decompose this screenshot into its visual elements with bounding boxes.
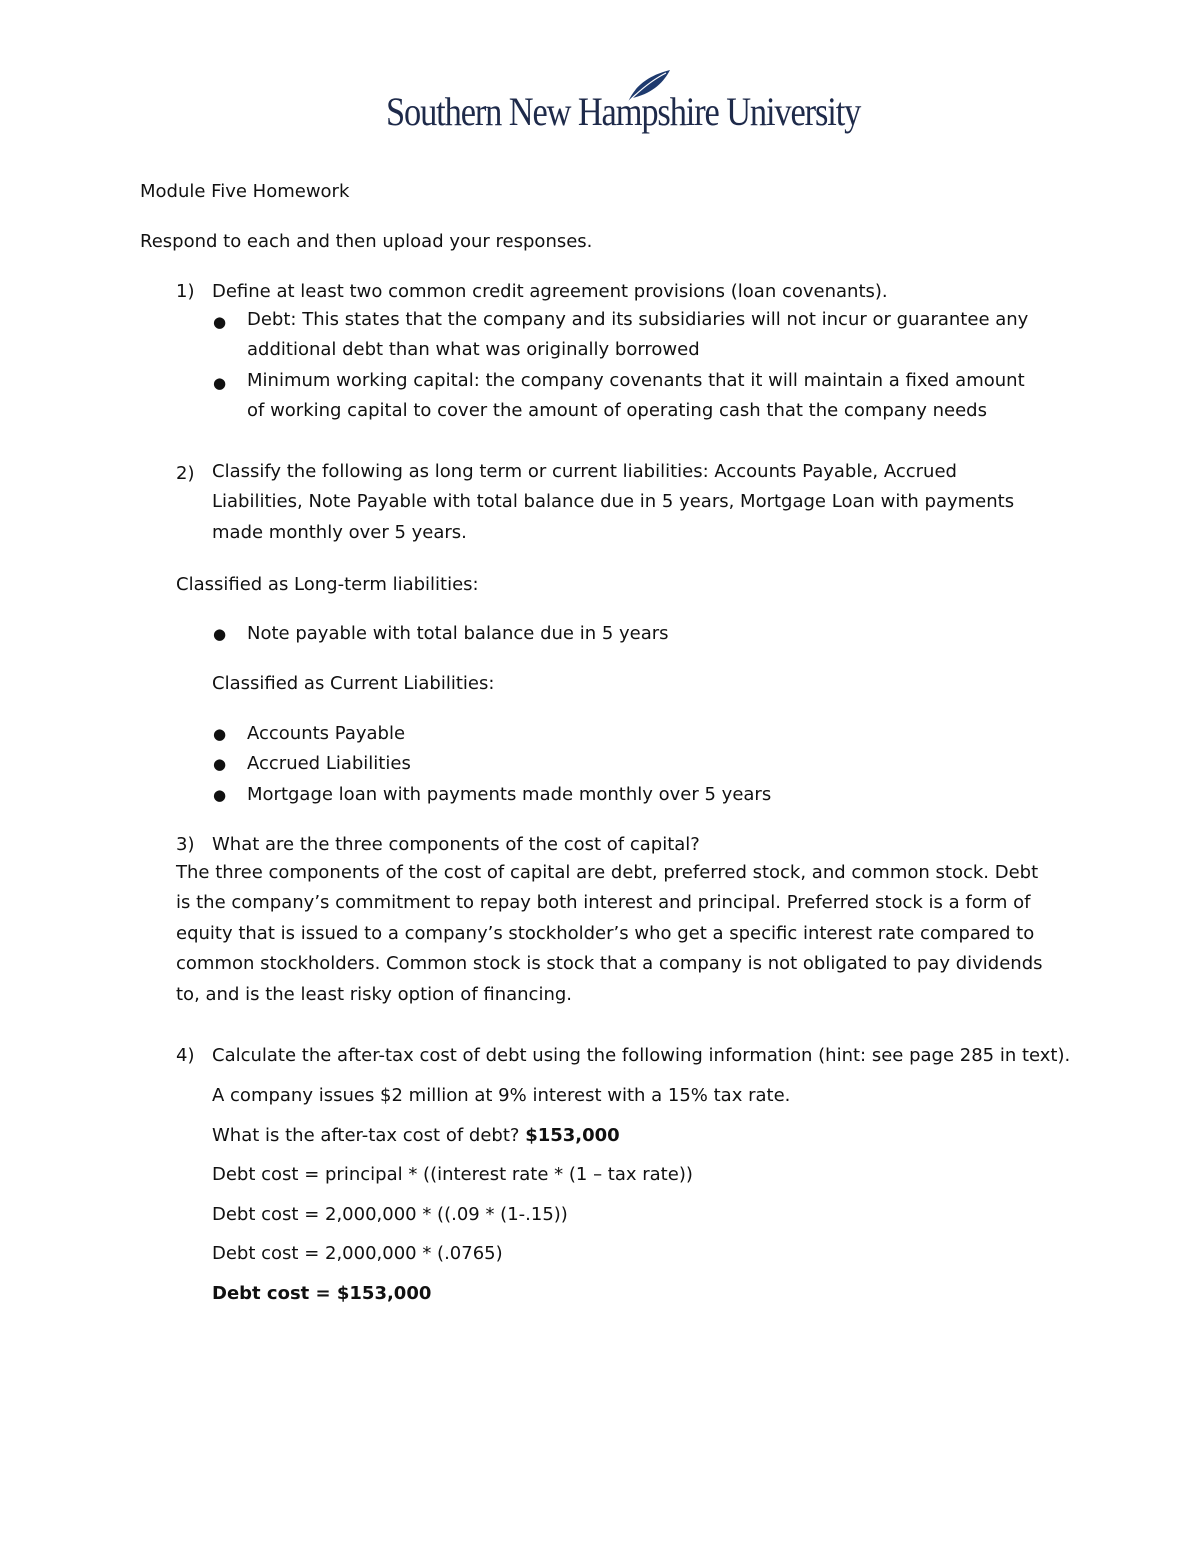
bullet-icon: ● [213, 313, 227, 331]
q4-given: A company issues $2 million at 9% interest with a 15% tax rate. [212, 1085, 791, 1106]
q4-question-answer: $153,000 [525, 1125, 620, 1146]
logo-text: Southern New Hampshire University [386, 89, 861, 134]
leaf-icon [624, 68, 672, 104]
bullet-icon: ● [213, 374, 227, 392]
instructions: Respond to each and then upload your responses. [140, 231, 593, 252]
q1-prompt: Define at least two common credit agreement provisions (loan covenants). [212, 281, 888, 302]
q4-step-simplify: Debt cost = 2,000,000 * (.0765) [212, 1243, 503, 1264]
q2-number: 2) [176, 463, 195, 484]
q1-bullet-working-capital: Minimum working capital: the company covenants that it will maintain a fixed amount of working capital to cover the amount of operating cash that the company needs [247, 370, 1025, 422]
q4-number: 4) [176, 1045, 195, 1066]
q4-question [212, 1124, 620, 1148]
long-term-heading: Classified as Long-term liabilities: [176, 574, 479, 595]
current-item: Accounts Payable [247, 723, 406, 744]
q4-question-text: What is the after-tax cost of debt? [212, 1125, 520, 1146]
bullet-icon: ● [213, 755, 227, 773]
q3-answer: The three components of the cost of capital are debt, preferred stock, and common stock. Debt is the company’s commitment to repay both interest and principal. Preferred stock is a form of equity that is issued to a company’s stockholder’s who get a specific interest rate compared to common stockholders. Common stock is stock that a company is not obligated to pay dividends to, and is the least risky option of financing. [176, 862, 1043, 1005]
q4-step-formula: Debt cost = principal * ((interest rate * (1 – tax rate)) [212, 1164, 693, 1185]
current-item: Accrued Liabilities [247, 753, 411, 774]
q4-step-substitute: Debt cost = 2,000,000 * ((.09 * (1-.15)) [212, 1204, 568, 1225]
current-item: Mortgage loan with payments made monthly over 5 years [247, 784, 772, 805]
page-title: Module Five Homework [140, 181, 350, 202]
university-logo [386, 68, 861, 140]
q4-prompt: Calculate the after-tax cost of debt using the following information (hint: see page 285 in text). [212, 1045, 1071, 1066]
q4-final-answer: Debt cost = $153,000 [212, 1283, 432, 1304]
q3-number: 3) [176, 834, 195, 855]
bullet-icon: ● [213, 725, 227, 743]
q1-bullet-debt: Debt: This states that the company and its subsidiaries will not incur or guarantee any additional debt than what was originally borrowed [247, 309, 1029, 361]
current-heading: Classified as Current Liabilities: [212, 673, 495, 694]
q1-number: 1) [176, 281, 195, 302]
q3-prompt: What are the three components of the cost of capital? [212, 834, 700, 855]
long-term-item: Note payable with total balance due in 5 years [247, 623, 669, 644]
q2-prompt: Classify the following as long term or current liabilities: Accounts Payable, Accrued Liabilities, Note Payable with total balance due in 5 years, Mortgage Loan with payments made monthly over 5 years. [212, 461, 1015, 543]
bullet-icon: ● [213, 625, 227, 643]
bullet-icon: ● [213, 786, 227, 804]
